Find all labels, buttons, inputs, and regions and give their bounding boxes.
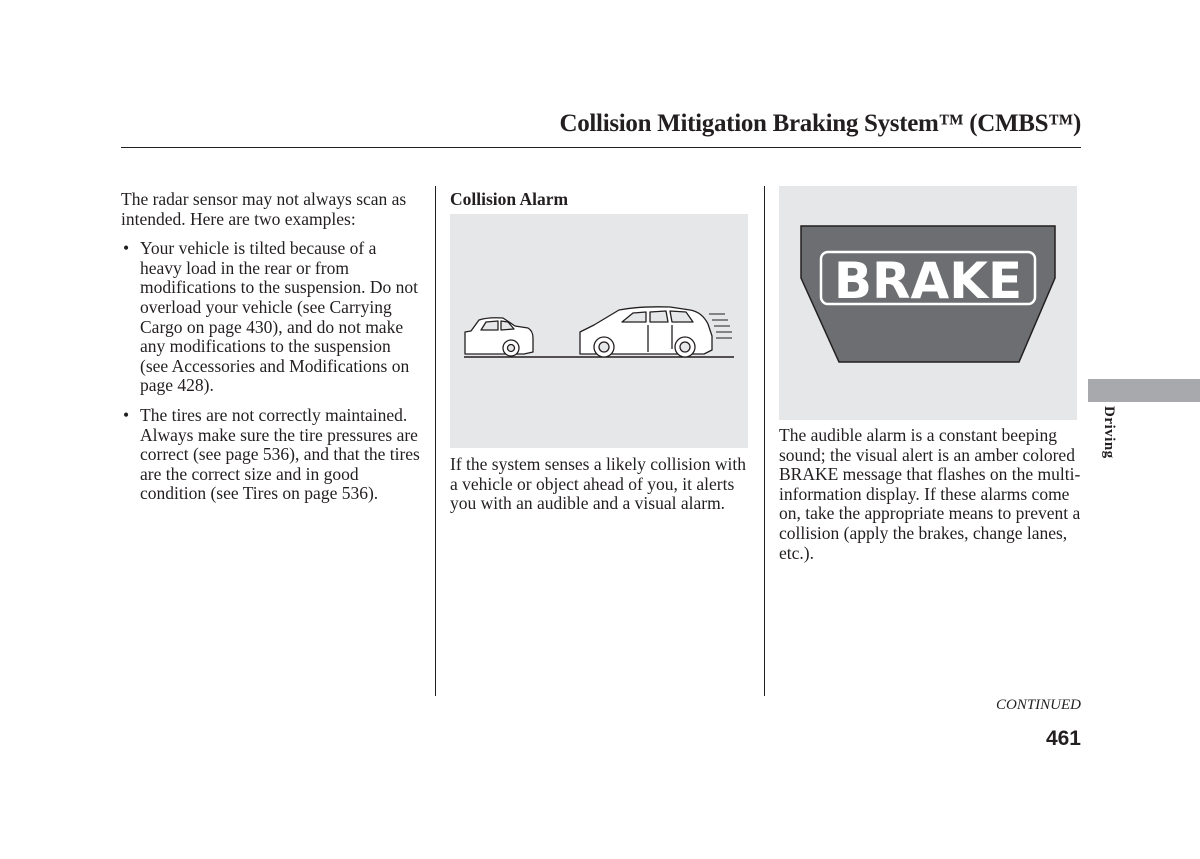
bullet-icon: •	[123, 238, 130, 259]
alarm-description-paragraph: The audible alarm is a constant beeping sound; the visual alert is an amber colored BRAKE message that flashes on the multi-information display. If these alarms come on, take the appropriate means to prevent a collision (apply the brakes, change lanes, etc.).	[779, 425, 1081, 563]
section-heading: Collision Alarm	[450, 189, 569, 209]
list-item	[121, 406, 421, 504]
collision-illustration	[450, 214, 748, 448]
page-number: 461	[1045, 727, 1081, 750]
continued-label: CONTINUED	[995, 697, 1081, 713]
page-title: Collision Mitigation Braking System™ (CMBS™)	[559, 110, 1081, 137]
bullet-text: Your vehicle is tilted because of a heavy load in the rear or from modifications to the suspension. Do not overload your vehicle (see Carrying Cargo on page 430), and do not make any modifications to the suspension (see Accessories and Modifications on page 428).	[140, 238, 419, 396]
bullet-list	[121, 239, 421, 504]
intro-paragraph: The radar sensor may not always scan as intended. Here are two examples:	[121, 189, 407, 229]
column-divider-left	[435, 186, 436, 696]
brake-message-text: BRAKE	[833, 252, 1023, 310]
title-divider	[121, 147, 1081, 148]
section-tab-label: Driving	[1101, 406, 1117, 459]
column-divider-right	[764, 186, 765, 696]
collision-alarm-paragraph: If the system senses a likely collision with a vehicle or object ahead of you, it alerts you with an audible and a visual alarm.	[450, 454, 746, 514]
display-panel-icon	[779, 186, 1077, 420]
bullet-text: The tires are not correctly maintained. Always make sure the tire pressures are correct (see page 536), and that the tires are the correct size and in good condition (see Tires on page 536).	[140, 404, 420, 504]
brake-display-illustration	[779, 186, 1077, 420]
section-tab	[1088, 379, 1200, 402]
cars-illustration-icon	[450, 214, 748, 448]
column-1	[121, 190, 421, 514]
bullet-icon: •	[123, 404, 130, 425]
list-item	[121, 239, 421, 396]
